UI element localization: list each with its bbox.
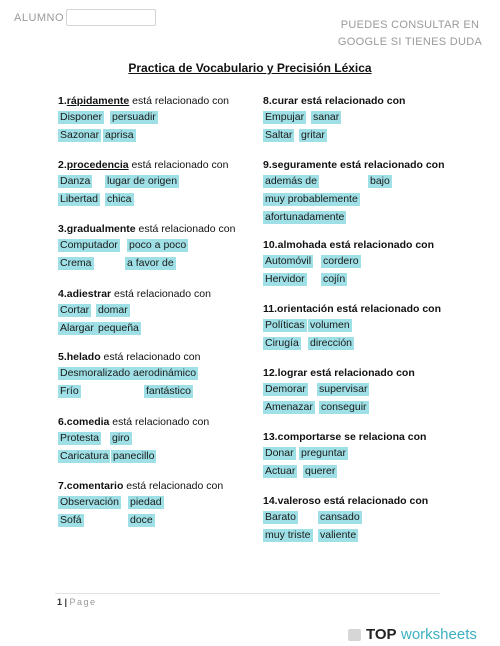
question-1: [58, 95, 258, 144]
answer-option[interactable]: Sazonar: [60, 129, 100, 141]
brand-top-text: TOP: [366, 626, 397, 643]
question-7: [58, 480, 258, 529]
answer-option[interactable]: Cirugía: [265, 337, 299, 349]
answer-option[interactable]: Caricatura: [60, 450, 109, 462]
page-label: Page: [69, 597, 97, 607]
answer-option[interactable]: volumen: [310, 319, 350, 331]
question-10: [263, 239, 463, 288]
question-word: seguramente: [271, 159, 338, 171]
answer-option[interactable]: Desmoralizado: [60, 367, 131, 379]
answer-option[interactable]: sanar: [313, 111, 340, 123]
answer-option[interactable]: domar: [98, 304, 128, 316]
answer-option[interactable]: a favor de: [127, 257, 174, 269]
answer-option[interactable]: pequeña: [98, 322, 139, 334]
question-number: 4.: [58, 288, 67, 300]
answer-option[interactable]: Demorar: [265, 383, 306, 395]
answer-option[interactable]: Danza: [60, 175, 91, 187]
answer-option[interactable]: cordero: [323, 255, 359, 267]
question-8: [263, 95, 463, 144]
answer-option[interactable]: dirección: [310, 337, 353, 349]
question-12: [263, 367, 463, 416]
note-line-1: PUEDES CONSULTAR EN: [340, 19, 480, 31]
footer-divider: [55, 593, 440, 594]
question-word: gradualmente: [66, 223, 136, 235]
answer-option[interactable]: además de: [265, 175, 317, 187]
question-2: [58, 159, 258, 208]
question-5: [58, 351, 258, 400]
answer-option[interactable]: Actuar: [265, 465, 296, 477]
question-text: está relacionado con: [135, 223, 236, 235]
question-word: procedencia: [66, 159, 129, 171]
answer-option[interactable]: Cortar: [60, 304, 90, 316]
question-number: 8.: [263, 95, 272, 107]
question-word: lograr: [277, 367, 308, 379]
answer-option[interactable]: Libertad: [60, 193, 98, 205]
answer-option[interactable]: poco a poco: [129, 239, 187, 251]
answer-option[interactable]: fantástico: [146, 385, 191, 397]
answer-option[interactable]: Observación: [60, 496, 119, 508]
question-word: adiestrar: [66, 288, 112, 300]
answer-option[interactable]: Hervidor: [265, 273, 305, 285]
answer-option[interactable]: Disponer: [60, 111, 103, 123]
answer-option[interactable]: afortunadamente: [265, 211, 345, 223]
question-text: se relaciona con: [341, 431, 427, 443]
note-line-2: GOOGLE SI TIENES DUDA: [337, 36, 483, 48]
student-name-field[interactable]: [66, 9, 156, 26]
answer-option[interactable]: Computador: [60, 239, 118, 251]
question-6: [58, 416, 258, 465]
page-number-value: 1: [57, 597, 63, 607]
answer-option[interactable]: Crema: [60, 257, 92, 269]
question-text: está relacionado con: [111, 288, 211, 300]
question-word: orientación: [277, 303, 334, 315]
answer-option[interactable]: conseguir: [321, 401, 367, 413]
answer-option[interactable]: supervisar: [319, 383, 368, 395]
question-text: está relacionado con: [100, 351, 201, 363]
question-number: 1.: [58, 95, 67, 107]
question-4: [58, 288, 258, 337]
answer-option[interactable]: preguntar: [301, 447, 346, 459]
question-text: está relacionado con: [307, 367, 415, 379]
answer-option[interactable]: chica: [107, 193, 132, 205]
answer-option[interactable]: lugar de origen: [107, 175, 178, 187]
answer-option[interactable]: gritar: [301, 129, 325, 141]
question-text: está relacionado con: [326, 239, 434, 251]
question-text: está relacionado con: [337, 159, 445, 171]
question-word: comedia: [66, 416, 110, 428]
question-text: está relacionado con: [109, 416, 210, 428]
answer-option[interactable]: Empujar: [265, 111, 305, 123]
question-number: 7.: [58, 480, 67, 492]
answer-option[interactable]: doce: [130, 514, 153, 526]
answer-option[interactable]: aprisa: [105, 129, 134, 141]
answer-option[interactable]: persuadir: [112, 111, 156, 123]
question-number: 12.: [263, 367, 278, 379]
question-text: está relacionado con: [333, 303, 441, 315]
worksheet-title: Practica de Vocabulario y Precisión Léxica: [128, 61, 372, 75]
student-label: ALUMNO: [14, 12, 65, 24]
question-word: curar: [271, 95, 299, 107]
answer-option[interactable]: cansado: [320, 511, 360, 523]
answer-option[interactable]: Donar: [265, 447, 294, 459]
answer-option[interactable]: Amenazar: [265, 401, 313, 413]
answer-option[interactable]: valiente: [320, 529, 357, 541]
question-text: está relacionado con: [128, 159, 229, 171]
logo-square-icon: [348, 629, 361, 641]
question-text: está relacionado con: [123, 480, 224, 492]
question-number: 13.: [263, 431, 278, 443]
question-word: valeroso: [277, 495, 321, 507]
question-number: 14.: [263, 495, 278, 507]
page-number: [57, 597, 97, 607]
question-number: 11.: [263, 303, 278, 315]
question-word: comentario: [66, 480, 124, 492]
answer-option[interactable]: Barato: [265, 511, 296, 523]
answer-option[interactable]: piedad: [130, 496, 162, 508]
question-word: rápidamente: [66, 95, 130, 107]
question-3: [58, 223, 258, 272]
answer-option[interactable]: cojín: [323, 273, 346, 285]
answer-option[interactable]: bajo: [370, 175, 390, 187]
answer-option[interactable]: panecillo: [113, 450, 155, 462]
question-word: helado: [66, 351, 101, 363]
consult-note: [332, 17, 488, 51]
answer-option[interactable]: muy triste: [265, 529, 311, 541]
answer-option[interactable]: querer: [305, 465, 336, 477]
page-separator: |: [62, 597, 70, 607]
question-text: está relacionado con: [129, 95, 230, 107]
question-11: [263, 303, 463, 352]
question-number: 9.: [263, 159, 272, 171]
question-number: 2.: [58, 159, 67, 171]
question-text: está relacionado con: [320, 495, 429, 507]
answer-option[interactable]: Políticas: [265, 319, 305, 331]
question-number: 3.: [58, 223, 67, 235]
answer-option[interactable]: Protesta: [60, 432, 100, 444]
brand-worksheets-text: worksheets: [401, 626, 477, 643]
question-number: 10.: [263, 239, 278, 251]
question-text: está relacionado con: [298, 95, 406, 107]
answer-option[interactable]: aerodinámico: [133, 367, 197, 379]
answer-option[interactable]: Saltar: [265, 129, 293, 141]
answer-option[interactable]: Frío: [60, 385, 79, 397]
answer-option[interactable]: Alargar: [60, 322, 94, 334]
question-13: [263, 431, 463, 480]
question-word: almohada: [277, 239, 327, 251]
question-14: [263, 495, 463, 544]
question-9: [263, 159, 463, 226]
answer-option[interactable]: Sofá: [60, 514, 82, 526]
answer-option[interactable]: muy probablemente: [265, 193, 358, 205]
question-word: comportarse: [277, 431, 342, 443]
answer-option[interactable]: giro: [112, 432, 130, 444]
question-number: 5.: [58, 351, 67, 363]
question-number: 6.: [58, 416, 67, 428]
answer-option[interactable]: Automóvil: [265, 255, 312, 267]
